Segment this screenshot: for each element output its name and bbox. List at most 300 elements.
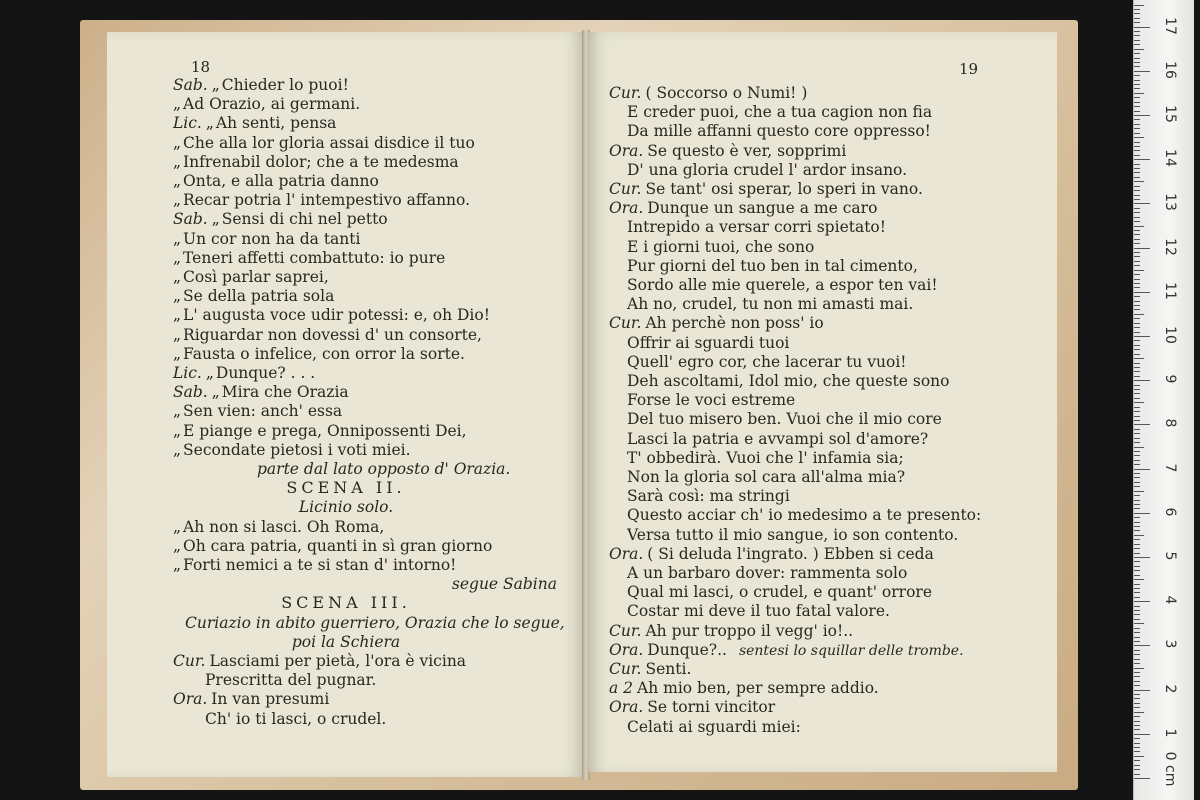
verse-text: Sarà così: ma stringi xyxy=(627,487,790,506)
ruler-tick xyxy=(1134,416,1140,417)
text-line xyxy=(173,326,482,344)
ruler-tick xyxy=(1134,588,1140,589)
quote-mark: „ xyxy=(173,421,182,440)
verse-text: Non la gloria sol cara all'alma mia? xyxy=(627,468,906,486)
verse-text: ( Si deluda l'ingrato. ) Ebben si ceda xyxy=(647,544,934,563)
text-line xyxy=(173,287,334,305)
ruler-tick xyxy=(1134,690,1150,691)
ruler-tick xyxy=(1134,721,1140,722)
ruler-tick xyxy=(1134,672,1140,673)
ruler-tick xyxy=(1134,22,1140,23)
verse-text: Ch' io ti lasci, o crudel. xyxy=(205,709,387,728)
ruler-tick xyxy=(1134,500,1140,501)
ruler-tick xyxy=(1134,393,1140,394)
left-page-number: 18 xyxy=(191,58,211,76)
verse-text: E creder puoi, che a tua cagion non fia xyxy=(627,103,933,122)
ruler-label: 6 xyxy=(1162,507,1178,517)
ruler-tick xyxy=(1134,464,1140,465)
ruler-tick xyxy=(1134,80,1140,81)
text-line xyxy=(627,103,932,121)
verse-text: Ah no, crudel, tu non mi amasti mai. xyxy=(627,295,914,314)
text-line xyxy=(107,594,585,612)
stage-direction: parte dal lato opposto d' Orazia. xyxy=(257,460,511,478)
quote-mark: „ xyxy=(173,95,182,114)
ruler-tick xyxy=(1134,221,1140,222)
verse-text: E i giorni tuoi, che sono xyxy=(627,237,815,256)
text-line xyxy=(609,660,691,678)
ruler-tick xyxy=(1134,756,1144,757)
ruler-label: 9 xyxy=(1162,374,1178,384)
quote-mark: „ xyxy=(173,152,182,171)
ruler-tick xyxy=(1134,18,1140,19)
ruler-tick xyxy=(1134,186,1140,187)
text-line xyxy=(609,314,824,332)
ruler-tick xyxy=(1134,469,1150,470)
ruler-tick xyxy=(1134,455,1140,456)
ruler-tick xyxy=(1134,146,1140,147)
verse-text: L' augusta voce udir potessi: e, oh Dio! xyxy=(183,306,490,325)
verse-text: Ah pur troppo il vegg' io!.. xyxy=(645,621,854,640)
ruler-tick xyxy=(1134,561,1140,562)
ruler-tick xyxy=(1134,442,1140,443)
text-line xyxy=(627,218,886,236)
verse-text: Ah non si lasci. Oh Roma, xyxy=(183,517,385,536)
verse-text: Se torni vincitor xyxy=(647,698,776,717)
ruler-tick xyxy=(1134,376,1140,377)
ruler-tick xyxy=(1134,623,1144,624)
ruler-tick xyxy=(1134,641,1140,642)
verse-text: Lasci la patria e avvampi sol d'amore? xyxy=(627,429,929,448)
quote-mark: „ xyxy=(173,248,182,267)
text-line xyxy=(173,422,467,440)
ruler-tick xyxy=(1134,190,1140,191)
ruler-tick xyxy=(1134,424,1150,425)
ruler-tick xyxy=(1134,601,1150,602)
ruler-tick xyxy=(1134,363,1140,364)
text-line xyxy=(173,95,360,113)
ruler-label: 16 xyxy=(1162,60,1178,79)
ruler-tick xyxy=(1134,287,1140,288)
verse-text: Riguardar non dovessi d' un consorte, xyxy=(183,325,482,344)
ruler-label: 3 xyxy=(1162,639,1178,649)
ruler-tick xyxy=(1134,380,1150,381)
ruler-tick xyxy=(1134,522,1140,523)
ruler-label: 10 xyxy=(1162,326,1178,344)
quote-mark: „ xyxy=(173,325,182,344)
verse-text: Forse le voci estreme xyxy=(627,391,796,410)
verse-text: E piange e prega, Onnipossenti Dei, xyxy=(183,421,467,440)
ruler-tick xyxy=(1134,597,1140,598)
ruler-tick xyxy=(1134,88,1140,89)
ruler-tick xyxy=(1134,734,1150,735)
ruler-label: 4 xyxy=(1162,595,1178,605)
verse-text: Questo acciar ch' io medesimo a te presento: xyxy=(627,506,982,525)
verse-text: Infrenabil dolor; che a te medesma xyxy=(183,152,459,171)
ruler-tick xyxy=(1134,765,1140,766)
ruler-tick xyxy=(1134,159,1150,160)
quote-mark: „ xyxy=(205,364,214,382)
ruler-tick xyxy=(1134,230,1140,231)
ruler-tick xyxy=(1134,124,1140,125)
ruler-tick xyxy=(1134,84,1140,85)
ruler-tick xyxy=(1134,760,1140,761)
quote-mark: „ xyxy=(173,172,182,190)
text-line xyxy=(173,441,411,459)
verse-text: T' obbedirà. Vuoi che l' infamia sia; xyxy=(627,448,904,467)
ruler-tick xyxy=(1134,265,1140,266)
ruler-tick xyxy=(1134,504,1140,505)
verse-text: Ad Orazio, ai germani. xyxy=(183,95,361,114)
text-line xyxy=(627,430,928,448)
ruler-tick xyxy=(1134,632,1140,633)
text-line xyxy=(173,537,492,555)
quote-mark: „ xyxy=(173,517,182,536)
verse-text: Se tant' osi sperar, lo speri in vano. xyxy=(645,180,923,198)
ruler-tick xyxy=(1134,676,1140,677)
ruler-tick xyxy=(1134,279,1140,280)
ruler-tick xyxy=(1134,128,1140,129)
speaker-label: Sab. xyxy=(173,76,208,94)
ruler-tick xyxy=(1134,296,1140,297)
ruler-tick xyxy=(1134,327,1140,328)
text-line xyxy=(173,402,342,420)
ruler-label: 5 xyxy=(1162,551,1178,561)
verse-text: ( Soccorso o Numi! ) xyxy=(645,84,808,102)
stage-direction: Licinio solo. xyxy=(298,498,394,517)
verse-text: Chieder lo puoi! xyxy=(221,76,349,94)
text-line xyxy=(627,487,790,505)
text-line xyxy=(627,276,938,294)
ruler-tick xyxy=(1134,53,1140,54)
text-line xyxy=(627,372,949,390)
verse-text: Se questo è ver, sopprimi xyxy=(647,141,847,160)
ruler-tick xyxy=(1134,411,1140,412)
ruler-tick xyxy=(1134,305,1140,306)
text-line xyxy=(173,249,445,267)
ruler-tick xyxy=(1134,584,1140,585)
ruler-tick xyxy=(1134,332,1140,333)
ruler-tick xyxy=(1134,707,1140,708)
stage-direction: sentesi lo squillar delle trombe. xyxy=(738,642,964,659)
ruler-tick xyxy=(1134,208,1140,209)
quote-mark: „ xyxy=(211,76,220,94)
ruler-tick xyxy=(1134,234,1140,235)
text-line xyxy=(107,479,585,497)
ruler-tick xyxy=(1134,336,1150,337)
text-line xyxy=(107,633,585,651)
speaker-label: Ora. xyxy=(609,199,644,218)
text-line xyxy=(627,334,789,352)
text-line xyxy=(173,134,475,152)
ruler-tick xyxy=(1134,27,1150,28)
speaker-label: Lic. xyxy=(173,364,202,382)
ruler-label: 7 xyxy=(1162,463,1178,473)
quote-mark: „ xyxy=(173,306,182,325)
ruler-label: 0 cm xyxy=(1162,751,1178,787)
ruler-tick xyxy=(1134,217,1140,218)
ruler-tick xyxy=(1134,681,1140,682)
ruler-label: 2 xyxy=(1162,684,1178,694)
ruler-tick xyxy=(1134,354,1140,355)
text-line xyxy=(609,679,879,697)
ruler-tick xyxy=(1134,93,1144,94)
ruler-tick xyxy=(1134,628,1140,629)
ruler-tick xyxy=(1134,712,1144,713)
verse-text: Mira che Orazia xyxy=(221,383,349,402)
verse-text: Sen vien: anch' essa xyxy=(183,402,343,421)
text-line xyxy=(627,449,904,467)
verse-text: Qual mi lasci, o crudel, e quant' orrore xyxy=(627,583,932,602)
ruler-tick xyxy=(1134,283,1140,284)
ruler-tick xyxy=(1134,433,1140,434)
ruler-tick xyxy=(1134,429,1140,430)
ruler-tick xyxy=(1134,58,1140,59)
ruler-tick xyxy=(1134,477,1140,478)
quote-mark: „ xyxy=(173,229,182,248)
ruler-tick xyxy=(1134,66,1140,67)
ruler-tick xyxy=(1134,508,1140,509)
speaker-label: Ora. xyxy=(609,544,644,563)
ruler-tick xyxy=(1134,358,1144,359)
ruler-tick xyxy=(1134,111,1140,112)
ruler-tick xyxy=(1134,575,1140,576)
text-line xyxy=(627,564,907,582)
ruler-label: 8 xyxy=(1162,418,1178,428)
text-line xyxy=(173,556,456,574)
text-line xyxy=(609,180,923,198)
verse-text: Ah senti, pensa xyxy=(215,114,337,133)
verse-text: Ah perchè non poss' io xyxy=(645,314,824,333)
text-line xyxy=(173,268,329,286)
measuring-ruler xyxy=(1133,0,1194,800)
ruler-tick xyxy=(1134,663,1140,664)
quote-mark: „ xyxy=(205,114,214,133)
ruler-label: 11 xyxy=(1162,281,1178,300)
text-line xyxy=(173,210,388,228)
quote-mark: „ xyxy=(173,402,182,421)
text-line xyxy=(452,575,557,593)
verse-text: Onta, e alla patria danno xyxy=(183,172,379,190)
ruler-tick xyxy=(1134,49,1144,50)
text-line xyxy=(627,353,907,371)
quote-mark: „ xyxy=(173,268,182,286)
ruler-tick xyxy=(1134,495,1140,496)
ruler-tick xyxy=(1134,35,1140,36)
ruler-label: 15 xyxy=(1162,105,1178,123)
ruler-tick xyxy=(1134,447,1144,448)
ruler-tick xyxy=(1134,301,1140,302)
ruler-tick xyxy=(1134,486,1140,487)
ruler-tick xyxy=(1134,345,1140,346)
ruler-tick xyxy=(1134,203,1150,204)
ruler-tick xyxy=(1134,62,1140,63)
ruler-tick xyxy=(1134,544,1140,545)
ruler-tick xyxy=(1134,482,1140,483)
verse-text: Versa tutto il mio sangue, io son contento. xyxy=(627,525,959,544)
ruler-tick xyxy=(1134,460,1140,461)
speaker-label: Sab. xyxy=(173,210,208,229)
verse-text: Deh ascoltami, Idol mio, che queste sono xyxy=(627,372,950,390)
ruler-tick xyxy=(1134,239,1140,240)
ruler-tick xyxy=(1134,106,1140,107)
ruler-tick xyxy=(1134,385,1140,386)
ruler-tick xyxy=(1134,778,1150,779)
ruler-tick xyxy=(1134,716,1140,717)
verse-text: D' una gloria crudel l' ardor insano. xyxy=(627,160,908,179)
ruler-tick xyxy=(1134,102,1140,103)
text-line xyxy=(627,526,958,544)
ruler-tick xyxy=(1134,685,1140,686)
verse-text: Celati ai sguardi miei: xyxy=(627,717,801,736)
ruler-tick xyxy=(1134,97,1140,98)
ruler-tick xyxy=(1134,195,1140,196)
verse-text: Costar mi deve il tuo fatal valore. xyxy=(627,602,890,621)
ruler-tick xyxy=(1134,314,1144,315)
verse-text: Secondate pietosi i voti miei. xyxy=(183,440,411,459)
text-line xyxy=(173,172,379,190)
quote-mark: „ xyxy=(173,133,182,152)
ruler-tick xyxy=(1134,367,1140,368)
verse-text: Quell' egro cor, che lacerar tu vuoi! xyxy=(627,352,907,371)
text-line xyxy=(173,518,384,536)
ruler-tick xyxy=(1134,340,1140,341)
ruler-tick xyxy=(1134,539,1140,540)
speaker-label: Cur. xyxy=(609,660,642,678)
text-line xyxy=(257,460,510,478)
ruler-tick xyxy=(1134,181,1144,182)
ruler-tick xyxy=(1134,371,1140,372)
verse-text: Teneri affetti combattuto: io pure xyxy=(183,248,446,267)
quote-mark: „ xyxy=(173,191,182,210)
ruler-tick xyxy=(1134,606,1140,607)
ruler-tick xyxy=(1134,610,1140,611)
ruler-tick xyxy=(1134,248,1150,249)
verse-text: Lasciami per pietà, l'ora è vicina xyxy=(209,652,467,670)
verse-text: Ah mio ben, per sempre addio. xyxy=(637,679,879,698)
ruler-tick xyxy=(1134,398,1140,399)
ruler-tick xyxy=(1134,75,1140,76)
ruler-tick xyxy=(1134,774,1140,775)
text-line xyxy=(173,230,360,248)
ruler-tick xyxy=(1134,119,1140,120)
right-page xyxy=(587,32,1057,772)
ruler-tick xyxy=(1134,566,1140,567)
speaker-label: Ora. xyxy=(609,141,644,160)
ruler-tick xyxy=(1134,743,1140,744)
speaker-label: a 2 xyxy=(609,679,634,698)
text-line xyxy=(609,545,934,563)
ruler-tick xyxy=(1134,659,1140,660)
text-line xyxy=(173,76,349,94)
verse-text: Un cor non ha da tanti xyxy=(183,229,361,248)
speaker-label: Cur. xyxy=(609,621,642,640)
text-line xyxy=(173,345,465,363)
stage-direction: segue Sabina xyxy=(451,575,557,594)
speaker-label: Lic. xyxy=(173,114,202,133)
speaker-label: Ora. xyxy=(173,690,208,709)
text-line xyxy=(627,161,907,179)
text-line xyxy=(627,602,890,620)
ruler-tick xyxy=(1134,637,1140,638)
ruler-tick xyxy=(1134,133,1140,134)
ruler-tick xyxy=(1134,270,1144,271)
left-page xyxy=(107,32,585,777)
text-line xyxy=(627,468,905,486)
ruler-tick xyxy=(1134,535,1144,536)
ruler-tick xyxy=(1134,389,1140,390)
text-line xyxy=(627,718,801,736)
ruler-tick xyxy=(1134,725,1140,726)
text-line xyxy=(609,641,964,660)
ruler-tick xyxy=(1134,747,1140,748)
text-line xyxy=(205,671,376,689)
ruler-tick xyxy=(1134,31,1140,32)
ruler-tick xyxy=(1134,9,1140,10)
quote-mark: „ xyxy=(173,556,182,574)
ruler-tick xyxy=(1134,172,1140,173)
ruler-tick xyxy=(1134,137,1144,138)
text-line xyxy=(627,391,795,409)
text-line xyxy=(627,122,931,140)
ruler-tick xyxy=(1134,155,1140,156)
verse-text: Da mille affanni questo core oppresso! xyxy=(627,122,931,141)
ruler-tick xyxy=(1134,243,1140,244)
ruler-tick xyxy=(1134,619,1140,620)
text-line xyxy=(609,84,807,102)
ruler-tick xyxy=(1134,530,1140,531)
ruler-tick xyxy=(1134,349,1140,350)
ruler-tick xyxy=(1134,517,1140,518)
scene-heading: SCENA III. xyxy=(281,593,411,613)
verse-text: Intrepido a versar corri spietato! xyxy=(627,218,886,237)
quote-mark: „ xyxy=(211,383,220,402)
text-line xyxy=(173,364,315,382)
speaker-label: Ora. xyxy=(609,698,644,717)
ruler-tick xyxy=(1134,769,1140,770)
ruler-tick xyxy=(1134,40,1140,41)
ruler-tick xyxy=(1134,654,1140,655)
ruler-tick xyxy=(1134,557,1150,558)
ruler-tick xyxy=(1134,570,1140,571)
text-line xyxy=(185,614,565,632)
text-line xyxy=(627,238,814,256)
ruler-label: 14 xyxy=(1162,149,1178,168)
ruler-tick xyxy=(1134,71,1150,72)
ruler-tick xyxy=(1134,5,1144,6)
ruler-tick xyxy=(1134,491,1144,492)
ruler-label: 1 xyxy=(1162,728,1178,738)
text-line xyxy=(173,153,459,171)
quote-mark: „ xyxy=(173,287,182,306)
verse-text: Pur giorni del tuo ben in tal cimento, xyxy=(627,256,918,275)
ruler-tick xyxy=(1134,256,1140,257)
ruler-tick xyxy=(1134,44,1140,45)
ruler-tick xyxy=(1134,451,1140,452)
ruler-tick xyxy=(1134,407,1140,408)
ruler-tick xyxy=(1134,292,1150,293)
ruler-tick xyxy=(1134,115,1150,116)
text-line xyxy=(609,142,846,160)
text-line xyxy=(627,257,918,275)
text-line xyxy=(173,191,470,209)
verse-text: Forti nemici a te si stan d' intorno! xyxy=(183,556,457,574)
text-line xyxy=(173,690,329,708)
text-line xyxy=(205,710,386,728)
verse-text: Oh cara patria, quanti in sì gran giorno xyxy=(183,536,493,555)
quote-mark: „ xyxy=(173,536,182,555)
ruler-tick xyxy=(1134,274,1140,275)
speaker-label: Cur. xyxy=(609,180,642,198)
